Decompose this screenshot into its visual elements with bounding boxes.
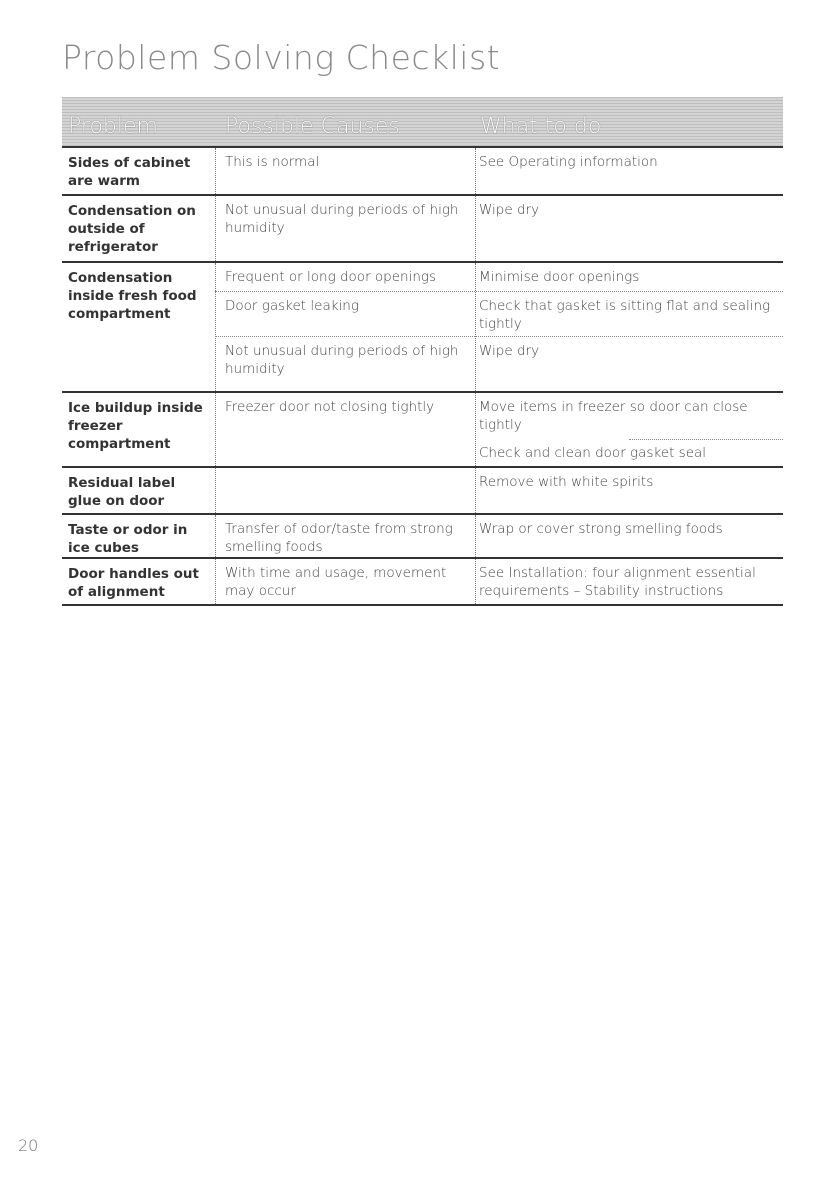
action-cell: Minimise door openings: [479, 269, 640, 285]
table-row: [62, 148, 783, 196]
problem-cell: Taste or odor in ice cubes: [68, 522, 188, 556]
table-header: [62, 97, 783, 148]
action-cell: Check and clean door gasket seal: [479, 445, 707, 461]
problem-cell: Ice buildup inside freezer compartment: [68, 400, 203, 452]
action-cell: See Operating information: [479, 154, 658, 170]
cause-group: [215, 468, 783, 513]
cause-cell: Not unusual during periods of high humidity: [225, 202, 459, 236]
page-title: Problem Solving Checklist: [62, 38, 501, 77]
action-cell: Check that gasket is sitting flat and sealing tightly: [479, 298, 771, 332]
cause-group: [215, 559, 783, 604]
action-divider: [629, 439, 783, 440]
cause-group: [215, 393, 783, 466]
table-row: [62, 263, 783, 393]
problem-cell: Condensation on outside of refrigerator: [68, 203, 196, 255]
action-cell: Move items in freezer so door can close tightly: [479, 399, 748, 433]
problem-cell: Door handles out of alignment: [68, 566, 199, 600]
cause-group: [215, 291, 783, 337]
table-row: [62, 515, 783, 559]
header-causes: Possible Causes: [225, 114, 400, 139]
cause-cell: With time and usage, movement may occur: [225, 565, 447, 599]
cause-cell: Not unusual during periods of high humidity: [225, 343, 459, 377]
table-row: [62, 196, 783, 263]
cause-group: [215, 148, 783, 194]
cause-cell: Transfer of odor/taste from strong smelling foods: [225, 521, 453, 555]
page-number: 20: [18, 1136, 39, 1155]
problem-cell: Sides of cabinet are warm: [68, 155, 191, 189]
action-cell: See Installation: four alignment essential requirements – Stability instructions: [479, 565, 756, 599]
action-cell: Remove with white spirits: [479, 474, 654, 490]
problem-cell: Residual label glue on door: [68, 475, 176, 509]
action-cell: Wipe dry: [479, 202, 540, 218]
table-row: [62, 393, 783, 468]
action-cell: Wrap or cover strong smelling foods: [479, 521, 723, 537]
header-what-to-do: What to do: [480, 114, 602, 139]
table-row: [62, 559, 783, 606]
cause-cell: Frequent or long door openings: [225, 269, 437, 285]
problem-cell: Condensation inside fresh food compartment: [68, 270, 197, 322]
table-row: [62, 468, 783, 515]
cause-group: [215, 196, 783, 261]
cause-group: [215, 263, 783, 291]
cause-cell: Freezer door not closing tightly: [225, 399, 435, 415]
cause-cell: Door gasket leaking: [225, 298, 359, 314]
header-problem: Problem: [68, 114, 158, 139]
cause-cell: This is normal: [225, 154, 320, 170]
cause-group: [215, 336, 783, 392]
checklist-table: [62, 97, 783, 606]
cause-group: [215, 515, 783, 557]
action-cell: Wipe dry: [479, 343, 540, 359]
